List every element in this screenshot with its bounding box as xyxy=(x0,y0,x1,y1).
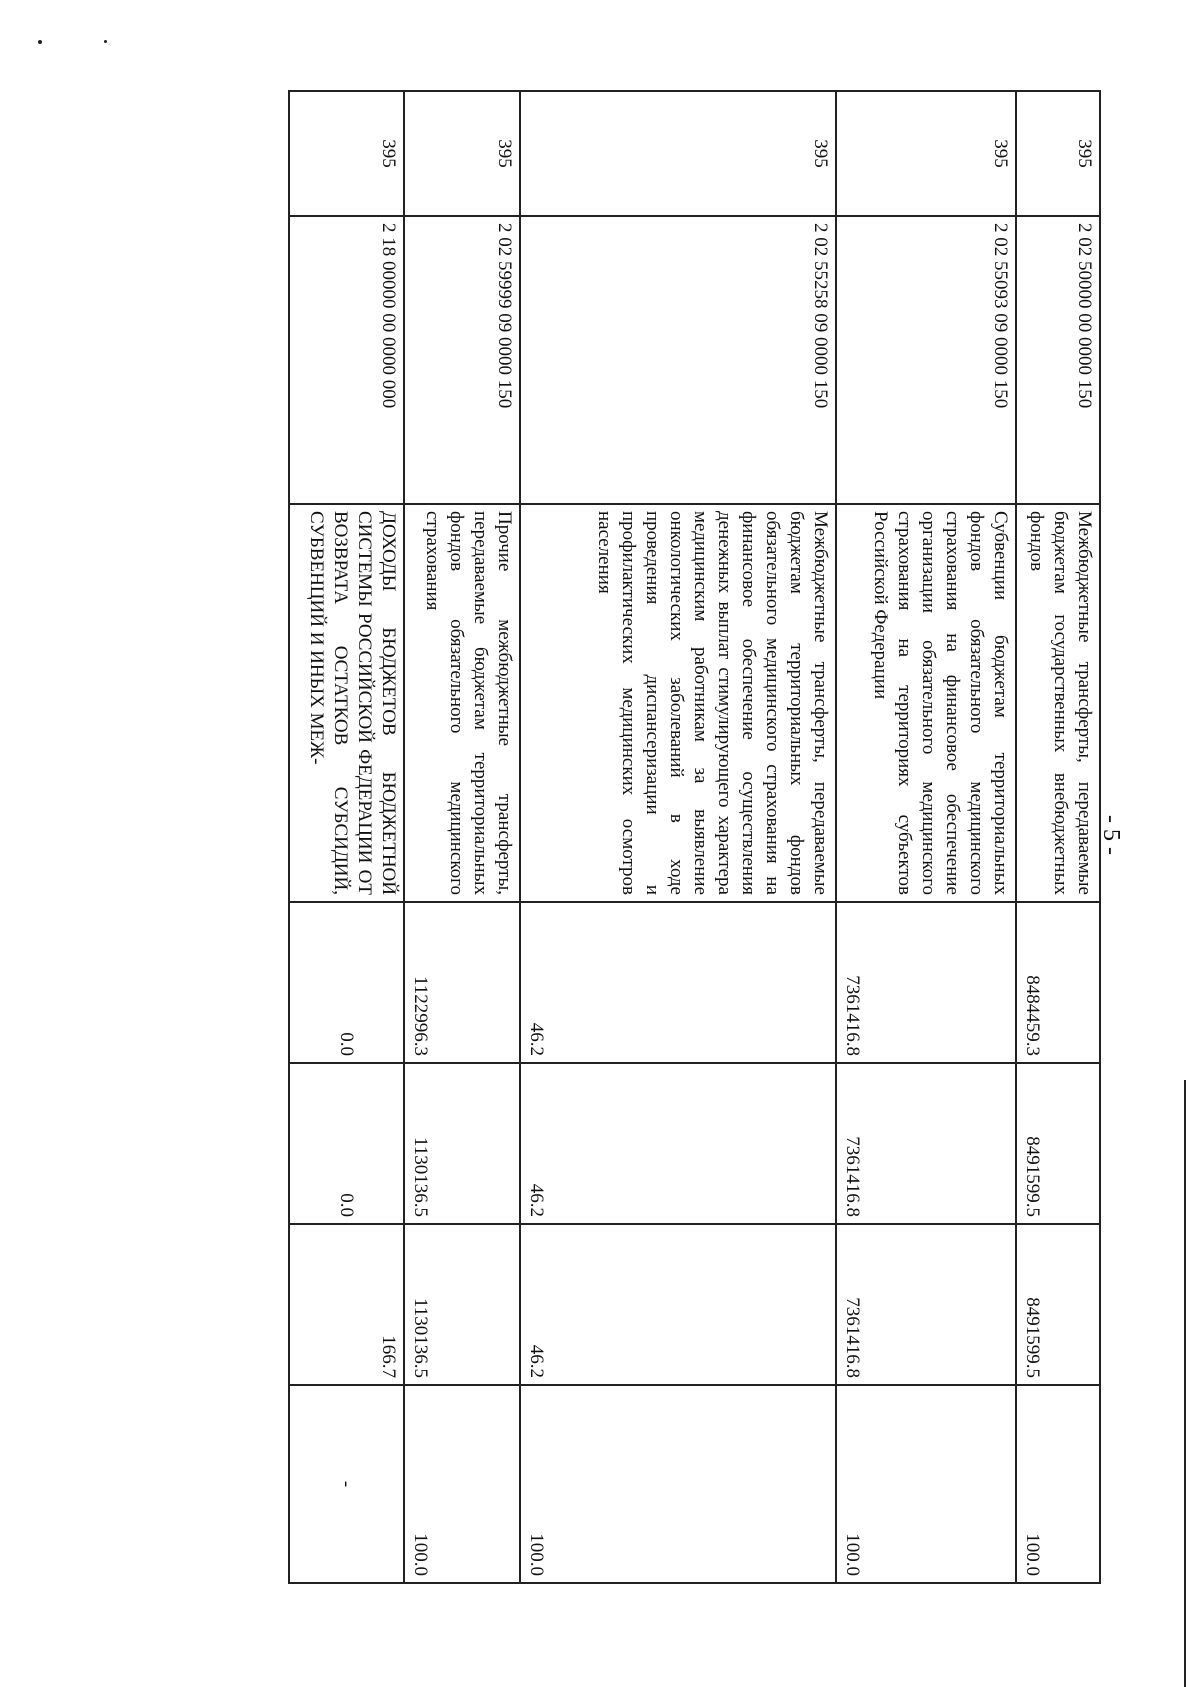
admin-code-cell: 395 xyxy=(404,91,520,216)
item-name-cell: Межбюджетные трансферты, передаваемые бюджетам государственных внебюджетных фондов xyxy=(1016,504,1100,902)
value-cell: 8484459.3 xyxy=(1016,902,1100,1063)
value-cell: 46.2 xyxy=(520,902,836,1063)
admin-code-cell: 395 xyxy=(836,91,1016,216)
scan-edge-line xyxy=(1184,1080,1186,1687)
value-cell: 46.2 xyxy=(520,1224,836,1385)
revenue-table xyxy=(288,90,1101,1584)
budget-code-cell: 2 02 59999 09 0000 150 xyxy=(404,216,520,504)
value-cell: 0.0 xyxy=(289,1063,404,1224)
percent-cell: - xyxy=(289,1385,404,1583)
item-name-cell: Прочие межбюджетные трансферты, передаваемые бюджетам территориальных фондов обязательного медицинского страхования xyxy=(404,504,520,902)
percent-cell: 100.0 xyxy=(520,1385,836,1583)
table-row xyxy=(1016,91,1100,1583)
value-cell: 7361416.8 xyxy=(836,1063,1016,1224)
value-cell: 0.0 xyxy=(289,902,404,1063)
scan-speck xyxy=(38,40,42,44)
budget-code-cell: 2 02 55093 09 0000 150 xyxy=(836,216,1016,504)
table-row xyxy=(836,91,1016,1583)
item-name-cell: Субвенции бюджетам территориальных фондов обязательного медицинского страхования на финансовое обеспечение организации обязательного медицинского страхования на территориях субъектов Российской Федерации xyxy=(836,504,1016,902)
value-cell: 7361416.8 xyxy=(836,902,1016,1063)
budget-code-cell: 2 02 55258 09 0000 150 xyxy=(520,216,836,504)
percent-cell: 100.0 xyxy=(1016,1385,1100,1583)
value-cell: 8491599.5 xyxy=(1016,1063,1100,1224)
page-number: - 5 - xyxy=(1098,815,1124,855)
value-cell: 166.7 xyxy=(289,1224,404,1385)
admin-code-cell: 395 xyxy=(520,91,836,216)
value-cell: 46.2 xyxy=(520,1063,836,1224)
scan-speck xyxy=(104,40,107,43)
admin-code-cell: 395 xyxy=(289,91,404,216)
table-row xyxy=(289,91,404,1583)
value-cell: 8491599.5 xyxy=(1016,1224,1100,1385)
item-name-cell: Межбюджетные трансферты, передаваемые бюджетам территориальных фондов обязательного медицинского страхования на финансовое обеспечение осуществления денежных выплат стимулирующего характера медицинским работникам за выявление онкологических заболеваний в ходе проведения диспансеризации и профилактических медицинских осмотров населения xyxy=(520,504,836,902)
admin-code-cell: 395 xyxy=(1016,91,1100,216)
percent-cell: 100.0 xyxy=(404,1385,520,1583)
table-row xyxy=(404,91,520,1583)
value-cell: 1130136.5 xyxy=(404,1063,520,1224)
item-name-cell: ДОХОДЫ БЮДЖЕТОВ БЮДЖЕТНОЙ СИСТЕМЫ РОССИЙСКОЙ ФЕДЕРАЦИИ ОТ ВОЗВРАТА ОСТАТКОВ СУБСИДИЙ, СУБВЕНЦИЙ И ИНЫХ МЕЖ- xyxy=(289,504,404,902)
percent-cell: 100.0 xyxy=(836,1385,1016,1583)
value-cell: 1130136.5 xyxy=(404,1224,520,1385)
value-cell: 7361416.8 xyxy=(836,1224,1016,1385)
budget-code-cell: 2 18 00000 00 0000 000 xyxy=(289,216,404,504)
rotated-table-sheet xyxy=(207,90,1101,1582)
table-row xyxy=(520,91,836,1583)
budget-code-cell: 2 02 50000 00 0000 150 xyxy=(1016,216,1100,504)
value-cell: 1122996.3 xyxy=(404,902,520,1063)
